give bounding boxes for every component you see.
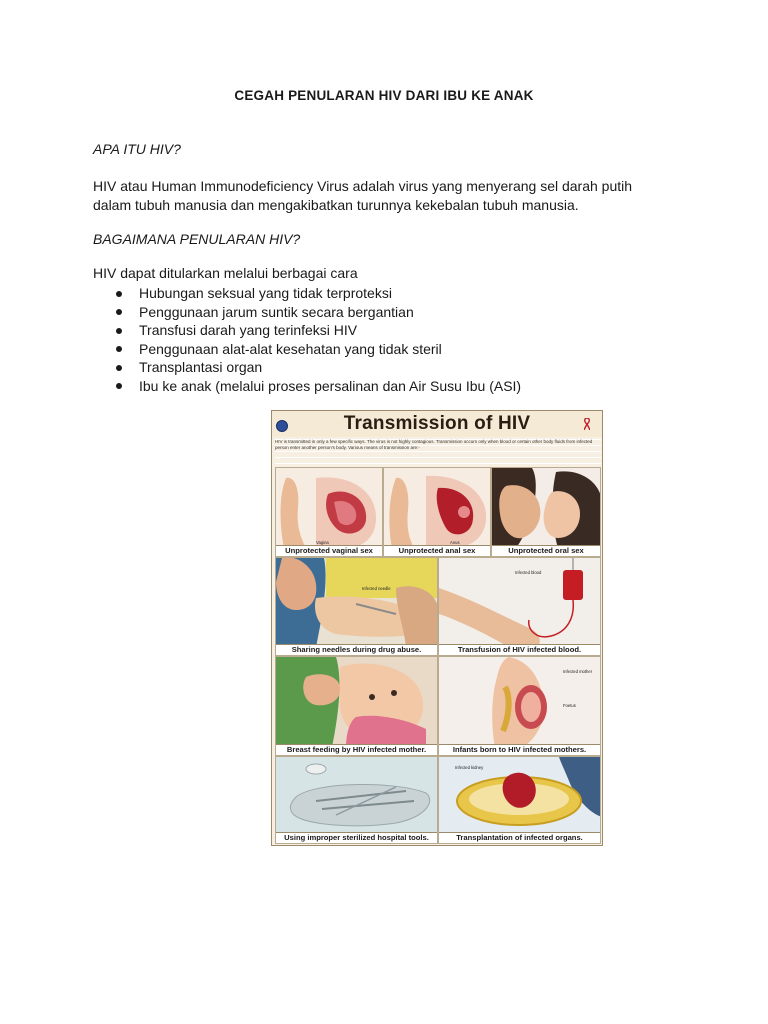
- label-infected-mother: Infected mother: [563, 669, 593, 674]
- bullet-icon: [116, 309, 122, 315]
- list-item: [93, 321, 521, 340]
- poster-intro-text: HIV is transmitted in only a few specific ways. The virus is not highly contagious. Transmission occurs only when blood or certain other body fluids from infected person enter another person's body. Various means of transmission are:-: [275, 439, 601, 465]
- list-item: [93, 303, 521, 322]
- label-infected-blood: Infected blood: [515, 570, 542, 575]
- sharing-needles-illustration: [276, 558, 438, 647]
- bullet-icon: [116, 365, 122, 371]
- caption-sharing-needles: Sharing needles during drug abuse.: [276, 644, 437, 655]
- list-item-text: Penggunaan jarum suntik secara bergantian: [139, 303, 414, 320]
- label-foetus: Foetus: [563, 703, 576, 708]
- poster-header: [272, 411, 602, 437]
- vaginal-anatomy-illustration: [276, 468, 383, 548]
- list-item-text: Ibu ke anak (melalui proses persalinan dan Air Susu Ibu (ASI): [139, 377, 522, 394]
- poster-title: Transmission of HIV: [343, 413, 531, 434]
- caption-infants-born: Infants born to HIV infected mothers.: [439, 744, 600, 755]
- bullet-icon: [116, 291, 122, 297]
- list-item: [93, 358, 521, 377]
- hiv-definition-paragraph: HIV atau Human Immunodeficiency Virus adalah virus yang menyerang sel darah putih dalam tubuh manusia dan mengakibatkan turunnya kekebalan tubuh manusia.: [93, 178, 633, 213]
- breast-feeding-illustration: [276, 657, 438, 747]
- caption-blood-transfusion: Transfusion of HIV infected blood.: [439, 644, 600, 655]
- bullet-icon: [116, 328, 122, 334]
- bullet-icon: [116, 383, 122, 389]
- caption-breast-feeding: Breast feeding by HIV infected mother.: [276, 744, 437, 755]
- caption-vaginal-sex: Unprotected vaginal sex: [276, 545, 382, 556]
- list-item: [93, 284, 521, 303]
- label-infected-needle: Infected needle: [362, 586, 391, 591]
- transmission-list: [93, 284, 521, 395]
- caption-hospital-tools: Using improper sterilized hospital tools.: [276, 832, 437, 843]
- list-item-text: Hubungan seksual yang tidak terproteksi: [139, 285, 392, 301]
- panel-breast-feeding: [275, 656, 438, 756]
- hospital-tools-illustration: [276, 757, 438, 835]
- panel-vaginal-sex: [275, 467, 383, 557]
- list-item-text: Transplantasi organ: [139, 359, 263, 375]
- label-infected-kidney: Infected kidney: [455, 765, 484, 770]
- red-ribbon-icon: [584, 418, 590, 430]
- bullet-icon: [116, 346, 122, 352]
- caption-oral-sex: Unprotected oral sex: [492, 545, 600, 556]
- hiv-transmission-poster: [271, 410, 603, 846]
- list-item: [93, 340, 521, 359]
- panel-infants-born: [438, 656, 601, 756]
- list-item: [93, 377, 521, 396]
- anal-anatomy-illustration: [384, 468, 491, 548]
- panel-hospital-tools: [275, 756, 438, 844]
- panel-sharing-needles: [275, 557, 438, 656]
- transmission-intro: HIV dapat ditularkan melalui berbagai cara: [93, 265, 358, 281]
- label-anus: Anus: [450, 540, 460, 545]
- list-item-text: Transfusi darah yang terinfeksi HIV: [139, 322, 358, 338]
- kissing-couple-illustration: [492, 468, 601, 548]
- caption-anal-sex: Unprotected anal sex: [384, 545, 490, 556]
- label-vagina: Vagina: [316, 540, 329, 545]
- question-how-hiv-spreads: BAGAIMANA PENULARAN HIV?: [93, 231, 301, 247]
- document-title: CEGAH PENULARAN HIV DARI IBU KE ANAK: [234, 88, 534, 103]
- panel-organ-transplant: [438, 756, 601, 844]
- panel-oral-sex: [491, 467, 601, 557]
- caption-organ-transplant: Transplantation of infected organs.: [439, 832, 600, 843]
- panel-anal-sex: [383, 467, 491, 557]
- list-item-text: Penggunaan alat-alat kesehatan yang tidak steril: [139, 340, 442, 357]
- panel-blood-transfusion: [438, 557, 601, 656]
- question-what-is-hiv: APA ITU HIV?: [93, 141, 181, 157]
